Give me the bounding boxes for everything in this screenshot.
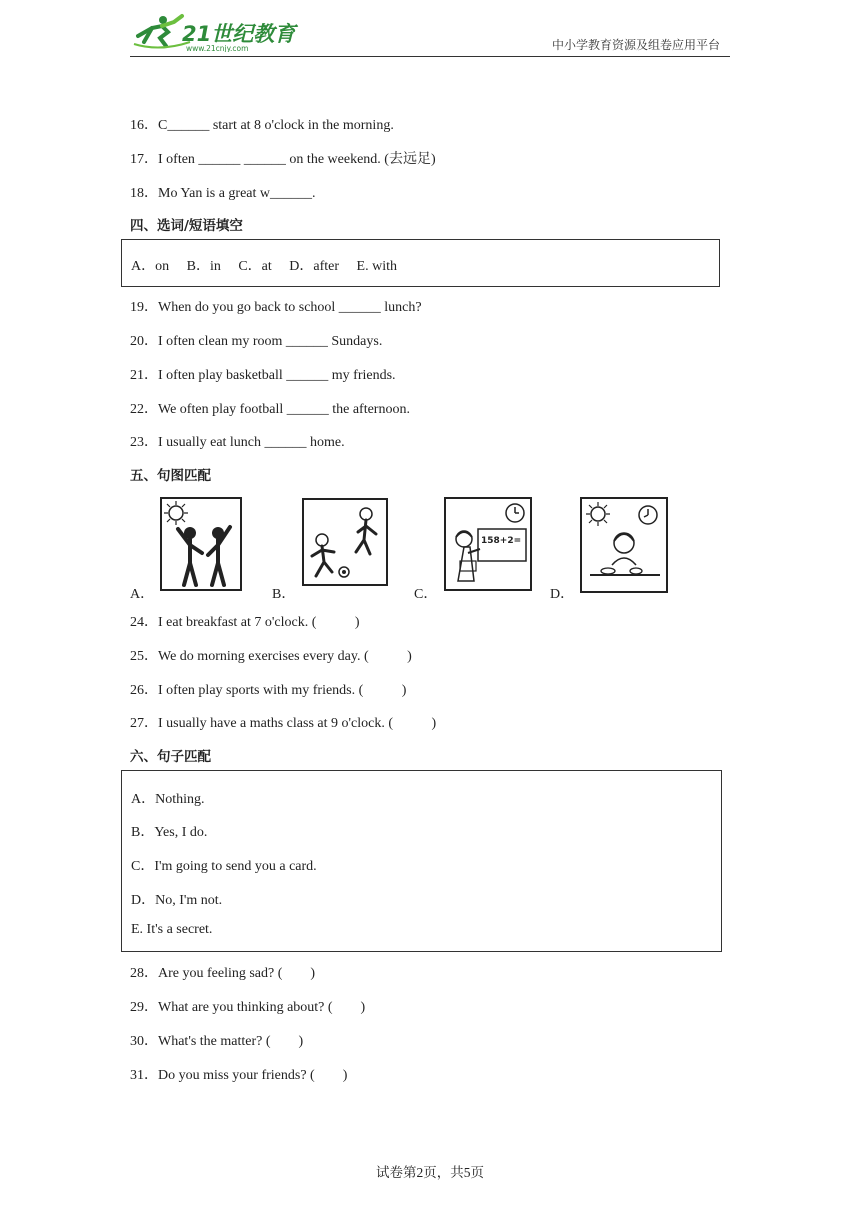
picture-d-label: D． [550,587,575,602]
page-header [130,10,730,57]
question-24: 24．I eat breakfast at 7 o'clock. ( ) [130,615,360,630]
section-6-title: 六、句子匹配 [130,749,211,765]
clock-icon [506,504,524,522]
question-17: 17．I often ______ ______ on the weekend. (去远足) [130,152,436,167]
word-bank-box [121,239,720,287]
picture-c-label: C． [414,587,438,602]
section-4-title: 四、选词/短语填空 [130,218,243,234]
picture-d-eating-breakfast [580,497,668,593]
option-d: D．No, I'm not. [131,893,223,908]
question-27: 27．I usually have a maths class at 9 o'clock. ( ) [130,716,437,731]
question-22: 22．We often play football ______ the afternoon. [130,402,410,417]
logo-21cnjy [130,12,300,52]
svg-text:21世纪教育: 21世纪教育 [182,22,296,46]
question-20: 20．I often clean my room ______ Sundays. [130,334,383,349]
platform-name: 中小学教育资源及组卷应用平台 [551,38,720,52]
question-21: 21．I often play basketball ______ my friends. [130,368,396,383]
picture-b-playing-football [302,498,388,586]
svg-text:158+2=: 158+2= [481,536,522,546]
picture-b-label: B． [272,587,296,602]
question-26: 26．I often play sports with my friends. ( ) [130,683,407,698]
question-28: 28．Are you feeling sad? ( ) [130,966,316,981]
picture-a-label: A． [130,587,155,602]
svg-text:www.21cnjy.com: www.21cnjy.com [186,44,249,52]
question-23: 23．I usually eat lunch ______ home. [130,435,345,450]
section-5-title: 五、句图匹配 [130,468,211,484]
question-16: 16．C______ start at 8 o'clock in the morning. [130,118,394,133]
answer-options-box [121,770,722,952]
question-18: 18．Mo Yan is a great w______. [130,186,316,201]
picture-c-maths-class [444,497,532,591]
word-bank-options: A．on B．in C．at D．after E. with [131,259,397,274]
sun-icon [164,501,188,525]
option-c: C．I'm going to send you a card. [131,859,317,874]
clock-icon [639,506,657,524]
question-25: 25．We do morning exercises every day. ( ) [130,649,412,664]
question-31: 31．Do you miss your friends? ( ) [130,1068,348,1083]
question-29: 29．What are you thinking about? ( ) [130,1000,366,1015]
page-footer: 试卷第2页，共5页 [376,1165,484,1180]
question-19: 19．When do you go back to school ______ lunch? [130,300,422,315]
option-e: E. It's a secret. [131,922,213,937]
picture-a-morning-exercises [160,497,242,591]
sun-icon [586,502,610,526]
question-30: 30．What's the matter? ( ) [130,1034,304,1049]
option-b: B．Yes, I do. [131,825,208,840]
option-a: A．Nothing. [131,792,205,807]
